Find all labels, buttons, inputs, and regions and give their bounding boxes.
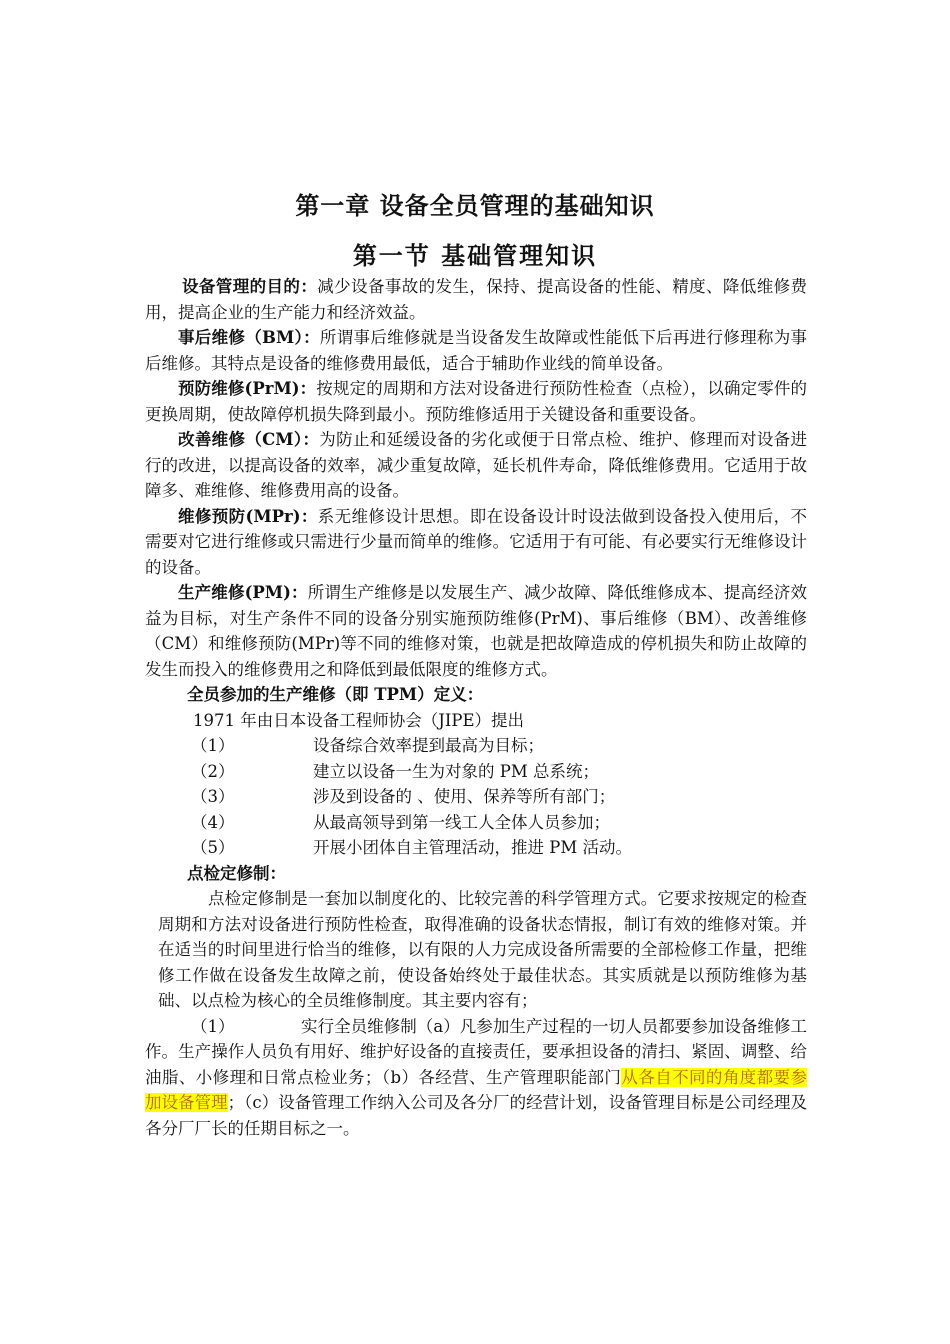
- paragraph-mpr: [145, 504, 807, 581]
- list-item-text: 开展小团体自主管理活动，推进 PM 活动。: [313, 838, 632, 857]
- list-item: [145, 733, 807, 759]
- term-pm: 生产维修(PM)：: [178, 583, 308, 602]
- section-title: 第一节 基础管理知识: [352, 242, 598, 270]
- list-item: [145, 810, 807, 836]
- text-mpr: 系无维修设计思想。即在设备设计时设法做到设备投入使用后，不需要对它进行维修或只需进行少量而简单的维修。它适用于有可能、有必要实行无维修设计的设备。: [145, 506, 807, 577]
- highlighted-text: 从各自不同的角度都要参加设备管理: [145, 1067, 808, 1112]
- list-item-number: （1）: [191, 736, 235, 755]
- text-pm: 所谓生产维修是以发展生产、减少故障、降低维修成本、提高经济效益为目标，对生产条件不同的设备分别实施预防维修(PrM)、事后维修（BM）、改善维修（CM）和维修预防(MPr)等不同的维修对策，也就是把故障造成的停机损失和防止故障的发生而投入的维修费用之和降低到最低限度的维修方式。: [145, 583, 807, 679]
- list-item: [145, 835, 807, 861]
- content-item-1-text-b: ；（c）设备管理工作纳入公司及各分厂的经营计划，设备管理目标是公司经理及各分厂厂长的任期目标之一。: [145, 1093, 807, 1138]
- content-item-1-text-a: 实行全员维修制（a）凡参加生产过程的一切人员都要参加设备维修工作。生产操作人员负有用好、维护好设备的直接责任，要承担设备的清扫、紧固、调整、给油脂、小修理和日常点检业务；（b）各经营、生产管理职能部门: [145, 1016, 807, 1087]
- term-cm: 改善维修（CM）：: [178, 430, 320, 449]
- text-prm: 按规定的周期和方法对设备进行预防性检查（点检），以确定零件的更换周期，使故障停机损失降到最小。预防维修适用于关键设备和重要设备。: [145, 379, 807, 424]
- text-bm: 所谓事后维修就是当设备发生故障或性能低下后再进行修理称为事后维修。其特点是设备的维修费用最低，适合于辅助作业线的简单设备。: [145, 328, 808, 373]
- list-item-text: 建立以设备一生为对象的 PM 总系统；: [313, 761, 599, 781]
- text-purpose: 减少设备事故的发生，保持、提高设备的性能、精度、降低维修费用，提高企业的生产能力和经济效益。: [145, 277, 808, 322]
- text-cm: 为防止和延缓设备的劣化或便于日常点检、维护、修理而对设备进行的改进，以提高设备的效率，减少重复故障，延长机件寿命，降低维修费用。它适用于故障多、难维修、维修费用高的设备。: [145, 430, 807, 500]
- list-item: [145, 784, 807, 810]
- tpm-title: 全员参加的生产维修（即 TPM）定义：: [187, 685, 484, 704]
- list-item-text: 从最高领导到第一线工人全体人员参加；: [313, 812, 610, 832]
- djdx-title: 点检定修制：: [187, 863, 286, 883]
- list-item: [145, 759, 807, 785]
- document-body: [145, 274, 807, 1141]
- list-item-number: （3）: [191, 787, 235, 806]
- paragraph-purpose: [145, 274, 807, 325]
- paragraph-pm: [145, 580, 807, 682]
- list-item-number: （5）: [191, 838, 235, 857]
- list-item-text: 设备综合效率提到最高为目标；: [313, 736, 544, 755]
- term-prm: 预防维修(PrM)：: [178, 379, 317, 398]
- list-item-number: （2）: [191, 761, 235, 781]
- list-item-number: （4）: [191, 812, 235, 832]
- list-item-text: 涉及到设备的 、使用、保养等所有部门；: [313, 787, 616, 806]
- paragraph-cm: [145, 427, 807, 504]
- paragraph-bm: [145, 325, 807, 376]
- term-purpose: 设备管理的目的：: [182, 277, 318, 296]
- content-item-1-number: （1）: [191, 1016, 235, 1036]
- paragraph-prm: [145, 376, 807, 427]
- djdx-body: 点检定修制是一套加以制度化的、比较完善的科学管理方式。它要求按规定的检查周期和方法对设备进行预防性检查，取得准确的设备状态情报，制订有效的维修对策。并在适当的时间里进行恰当的维修，以有限的人力完成设备所需要的全部检修工作量，把维修工作做在设备发生故障之前，使设备始终处于最佳状态。其实质就是以预防维修为基础、以点检为核心的全员维修制度。其主要内容有；: [158, 889, 807, 1010]
- term-mpr: 维修预防(MPr)：: [178, 506, 318, 526]
- chapter-title: 第一章 设备全员管理的基础知识: [295, 192, 655, 220]
- tpm-origin: 1971 年由日本设备工程师协会（JIPE）提出: [193, 710, 525, 730]
- content-item-1: [145, 1014, 807, 1142]
- term-bm: 事后维修（BM）：: [178, 328, 320, 347]
